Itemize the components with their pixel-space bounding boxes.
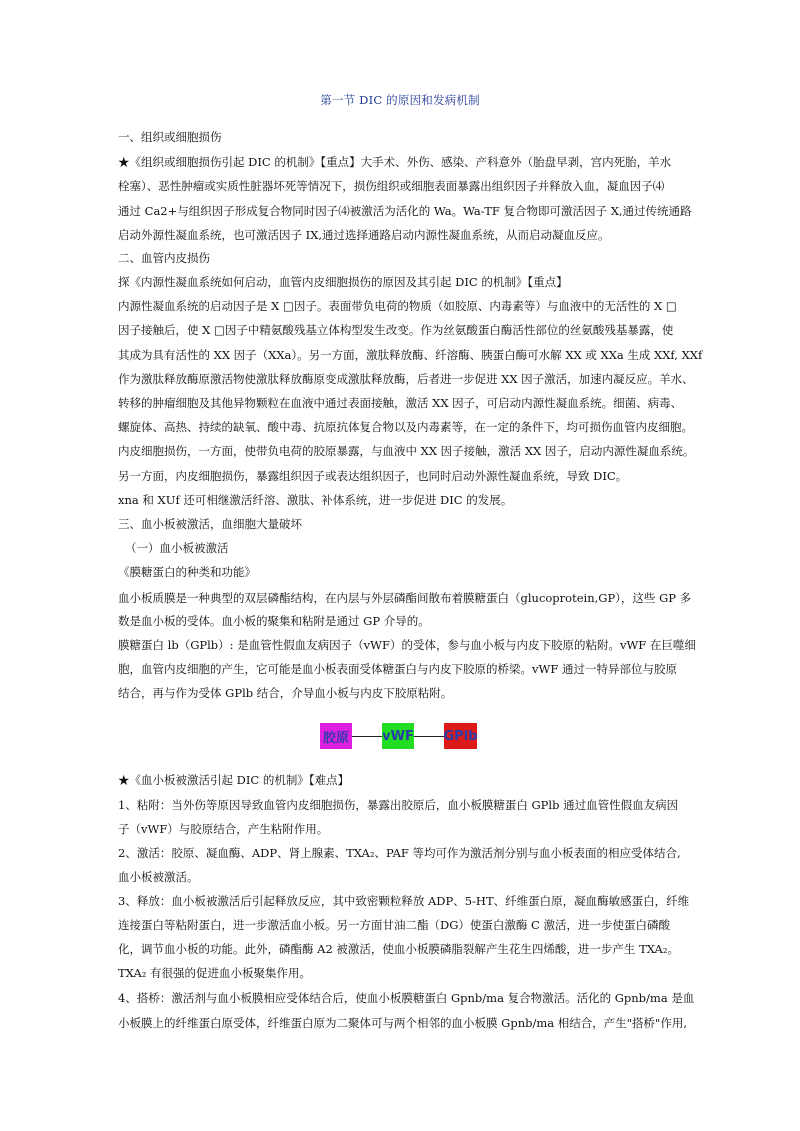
vwf-box: vWF: [382, 723, 414, 749]
paragraph-line: 结合，再与作为受体 GPlb 结合，介导血小板与内皮下胶原粘附。: [118, 686, 453, 700]
paragraph-line: 作为激肽释放酶原激活物使激肽释放酶原变成激肽释放酶，后者进一步促进 XX 因子激活，加速内凝反应。羊水、: [118, 372, 694, 386]
paragraph-line: 另一方面，内皮细胞损伤，暴露组织因子或表达组织因子，也同时启动外源性凝血系统，导致 DIC。: [118, 469, 628, 483]
paragraph-line: 螺旋体、高热、持续的缺氧、酸中毒、抗原抗体复合物以及内毒素等，在一定的条件下，均可损伤血管内皮细胞。: [118, 420, 693, 434]
paragraph-line: 内源性凝血系统的启动因子是 X □因子。表面带负电荷的物质（如胶原、内毒素等）与血液中的无活性的 X □: [118, 299, 677, 313]
subsection-heading: （一）血小板被激活: [125, 541, 229, 555]
paragraph-line: 子（vWF）与胶原结合，产生粘附作用。: [118, 822, 329, 836]
paragraph-line: 内皮细胞损伤，一方面，使带负电荷的胶原暴露，与血液中 XX 因子接触，激活 XX 因子，启动内源性凝血系统。: [118, 444, 695, 458]
paragraph-line: 因子接触后，使 X □因子中精氨酸残基立体构型发生改变。作为丝氨酸蛋白酶活性部位的丝氨酸残基暴露，使: [118, 323, 674, 337]
paragraph-line: 小板膜上的纤维蛋白原受体，纤维蛋白原为二聚体可与两个相邻的血小板膜 Gpnb/ma 相结合，产生"搭桥"作用,: [118, 1016, 687, 1030]
paragraph-line: xna 和 XUf 还可相继激活纤溶、激肽、补体系统，进一步促进 DIC 的发展。: [118, 493, 513, 507]
connector-line: [352, 736, 382, 737]
paragraph-line: 胞，血管内皮细胞的产生，它可能是血小板表面受体糖蛋白与内皮下胶原的桥梁。vWF 通过一特异部位与胶原: [118, 662, 677, 676]
section-heading: ★《血小板被激活引起 DIC 的机制》【难点】: [118, 773, 350, 787]
paragraph-line: 化，调节血小板的功能。此外，磷酯酶 A2 被激活，使血小板膜磷脂裂解产生花生四烯酸，进一步产生 TXA₂。: [118, 942, 679, 956]
adhesion-diagram: [320, 723, 480, 751]
paragraph-line: 通过 Ca2+与组织因子形成复合物同时因子⑷被激活为活化的 Wa。Wa-TF 复合物即可激活因子 X,通过传统通路: [118, 204, 692, 218]
section-heading: 二、血管内皮损伤: [118, 251, 210, 265]
paragraph-line: 启动外源性凝血系统，也可激活因子 IX,通过选择通路启动内源性凝血系统，从而启动凝血反应。: [118, 228, 610, 242]
connector-line: [414, 736, 444, 737]
gplb-box: GPlb: [444, 723, 477, 749]
collagen-box: 胶原: [320, 723, 352, 749]
section-heading: 三、血小板被激活，血细胞大量破坏: [118, 517, 302, 531]
section-heading: 一、组织或细胞损伤: [118, 130, 222, 144]
paragraph-line: 其成为具有活性的 XX 因子（XXa）。另一方面，激肽释放酶、纤溶酶、胰蛋白酶可水解 XX 或 XXa 生成 XXf, XXf: [118, 348, 703, 362]
paragraph-line: 连接蛋白等粘附蛋白，进一步激活血小板。另一方面甘油二酯（DG）使蛋白激酶 C 激活，进一步使蛋白磷酸: [118, 918, 671, 932]
paragraph-line: 1、粘附：当外伤等原因导致血管内皮细胞损伤，暴露出胶原后，血小板膜糖蛋白 GPlb 通过血管性假血友病因: [118, 798, 679, 812]
paragraph-line: 3、释放：血小板被激活后引起释放反应，其中致密颗粒释放 ADP、5-HT、纤维蛋白原，凝血酶敏感蛋白，纤维: [118, 894, 690, 908]
paragraph-line: 数是血小板的受体。血小板的聚集和粘附是通过 GP 介导的。: [118, 614, 430, 628]
paragraph-line: 2、激活：胶原、凝血酶、ADP、肾上腺素、TXA₂、PAF 等均可作为激活剂分别与血小板表面的相应受体结合,: [118, 846, 681, 860]
paragraph-line: 转移的肿瘤细胞及其他异物颗粒在血液中通过表面接触，激活 XX 因子，可启动内源性凝血系统。细菌、病毒、: [118, 396, 683, 410]
paragraph-line: 血小板被激活。: [118, 870, 199, 884]
paragraph-line: 血小板质膜是一种典型的双层磷酯结构，在内层与外层磷酯间散布着膜糖蛋白（glucoprotein,GP），这些 GP 多: [118, 591, 692, 605]
page-title: 第一节 DIC 的原因和发病机制: [320, 93, 480, 107]
paragraph-line: 膜糖蛋白 lb（GPlb）: 是血管性假血友病因子（vWF）的受体，参与血小板与内皮下胶原的粘附。vWF 在巨噬细: [118, 638, 696, 652]
paragraph-line: 探《内源性凝血系统如何启动，血管内皮细胞损伤的原因及其引起 DIC 的机制》【重点】: [118, 275, 568, 289]
paragraph-line: ★《组织或细胞损伤引起 DIC 的机制》【重点】大手术、外伤、感染、产科意外（胎盘早剥，宫内死胎，羊水: [118, 155, 672, 169]
paragraph-line: TXA₂ 有很强的促进血小板聚集作用。: [118, 966, 312, 980]
paragraph-line: 4、搭桥：激活剂与血小板膜相应受体结合后，使血小板膜糖蛋白 Gpnb/ma 复合物激活。活化的 Gpnb/ma 是血: [118, 991, 695, 1005]
paragraph-line: 栓塞）、恶性肿瘤或实质性脏器坏死等情况下，损伤组织或细胞表面暴露出组织因子并释放入血，凝血因子⑷: [118, 179, 665, 193]
subsection-heading: 《膜糖蛋白的种类和功能》: [118, 565, 256, 579]
